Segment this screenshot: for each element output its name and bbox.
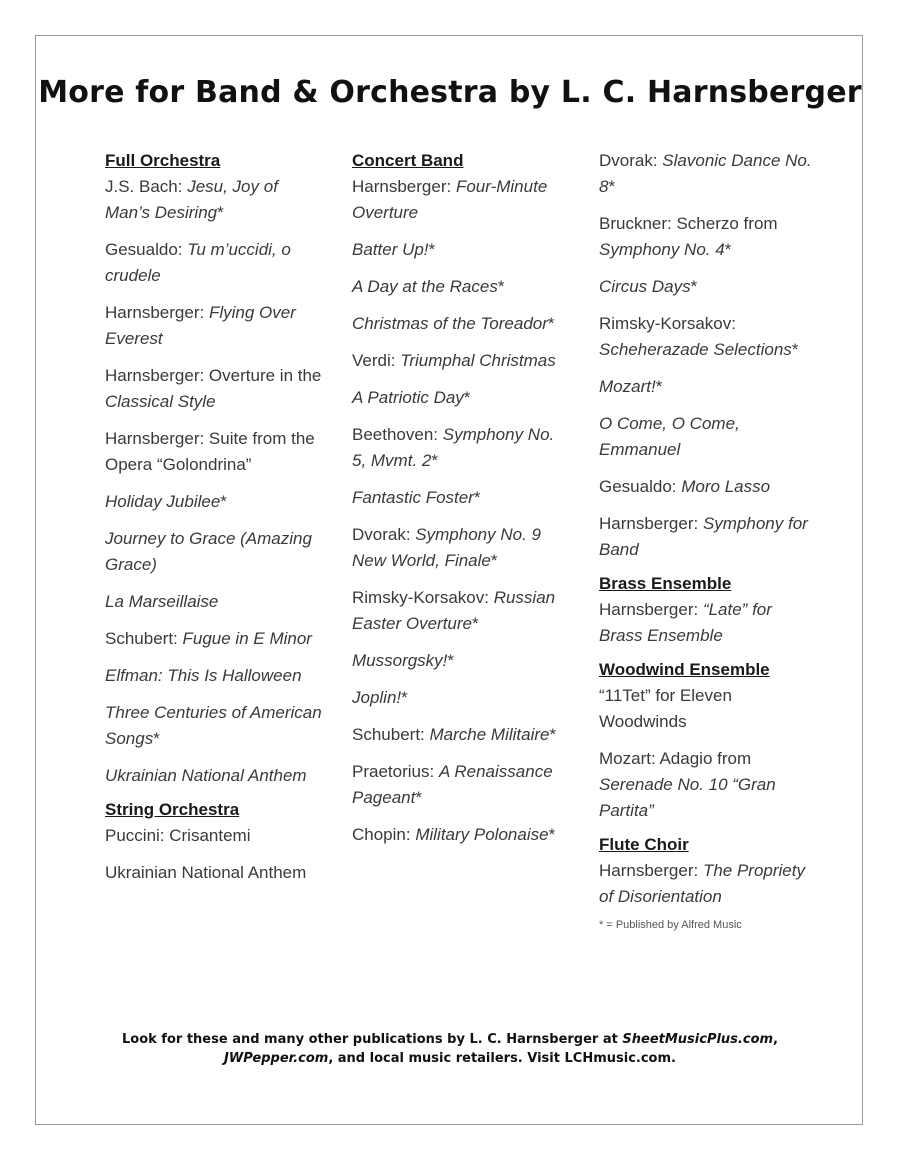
list-item: Gesualdo: Tu m’uccidi, o crudele: [105, 240, 291, 285]
section-heading-woodwind-ensemble: Woodwind Ensemble: [599, 660, 770, 679]
list-item: Harnsberger: Four-Minute Overture: [352, 177, 548, 222]
list-item: Elfman: This Is Halloween: [105, 666, 302, 685]
list-item: Dvorak: Slavonic Dance No. 8*: [599, 151, 812, 196]
list-item: Three Centuries of American Songs*: [105, 703, 322, 748]
list-item: O Come, O Come, Emmanuel: [599, 414, 740, 459]
section-heading-full-orchestra: Full Orchestra: [105, 151, 221, 170]
list-item: Batter Up!*: [352, 240, 436, 259]
list-item: Harnsberger: Overture in the Classical Style: [105, 366, 322, 411]
list-item: Harnsberger: Symphony for Band: [599, 514, 808, 559]
list-item: A Patriotic Day*: [352, 388, 471, 407]
list-item: Harnsberger: Flying Over Everest: [105, 303, 296, 348]
column-1: [105, 148, 325, 897]
list-item: Ukrainian National Anthem: [105, 766, 307, 785]
list-item: La Marseillaise: [105, 592, 219, 611]
section-heading-concert-band: Concert Band: [352, 151, 464, 170]
list-item: Joplin!*: [352, 688, 408, 707]
list-item: Holiday Jubilee*: [105, 492, 227, 511]
list-item: A Day at the Races*: [352, 277, 505, 296]
list-item: Mozart!*: [599, 377, 663, 396]
list-item: Chopin: Military Polonaise*: [352, 825, 556, 844]
list-item: Journey to Grace (Amazing Grace): [105, 529, 312, 574]
section-heading-flute-choir: Flute Choir: [599, 835, 689, 854]
list-item: Harnsberger: Suite from the Opera “Golondrina”: [105, 429, 315, 474]
list-item: Beethoven: Symphony No. 5, Mvmt. 2*: [352, 425, 555, 470]
publisher-note: * = Published by Alfred Music: [599, 919, 742, 931]
list-item: J.S. Bach: Jesu, Joy of Man’s Desiring*: [105, 177, 278, 222]
list-item: Ukrainian National Anthem: [105, 863, 307, 882]
list-item: Schubert: Marche Militaire*: [352, 725, 557, 744]
list-item: Puccini: Crisantemi: [105, 826, 251, 845]
column-2: [352, 148, 572, 859]
footer-text-rest: , and local music retailers. Visit LCHmusic.com.: [328, 1051, 676, 1066]
list-item: Circus Days*: [599, 277, 698, 296]
footer-text: Look for these and many other publications by L. C. Harnsberger at: [121, 1032, 623, 1047]
list-item: Rimsky-Korsakov: Scheherazade Selections*: [599, 314, 799, 359]
column-3: [599, 148, 819, 932]
list-item: Mozart: Adagio from Serenade No. 10 “Gran Partita”: [599, 749, 776, 820]
sheetmusicplus-link: SheetMusicPlus.com: [622, 1032, 774, 1047]
jwpepper-link: JWPepper.com: [224, 1051, 329, 1066]
list-item: Schubert: Fugue in E Minor: [105, 629, 312, 648]
list-item: “11Tet” for Eleven Woodwinds: [599, 686, 732, 731]
list-item: Harnsberger: The Propriety of Disorientation: [599, 861, 805, 906]
list-item: Verdi: Triumphal Christmas: [352, 351, 556, 370]
list-item: Christmas of the Toreador*: [352, 314, 555, 333]
list-item: Mussorgsky!*: [352, 651, 455, 670]
list-item: Harnsberger: “Late” for Brass Ensemble: [599, 600, 772, 645]
list-item: Fantastic Foster*: [352, 488, 481, 507]
footer-note: Look for these and many other publications by L. C. Harnsberger at SheetMusicPlus.com, JWPepper.com, and local music retailers. Visit LCHmusic.com.: [121, 1032, 778, 1066]
list-item: Praetorius: A Renaissance Pageant*: [352, 762, 553, 807]
list-item: Rimsky-Korsakov: Russian Easter Overture*: [352, 588, 556, 633]
section-heading-brass-ensemble: Brass Ensemble: [599, 574, 732, 593]
page-title: More for Band & Orchestra by L. C. Harnsberger: [38, 75, 862, 110]
list-item: Dvorak: Symphony No. 9 New World, Finale*: [352, 525, 541, 570]
section-heading-string-orchestra: String Orchestra: [105, 800, 240, 819]
list-item: Bruckner: Scherzo from Symphony No. 4*: [599, 214, 778, 259]
list-item: Gesualdo: Moro Lasso: [599, 477, 771, 496]
